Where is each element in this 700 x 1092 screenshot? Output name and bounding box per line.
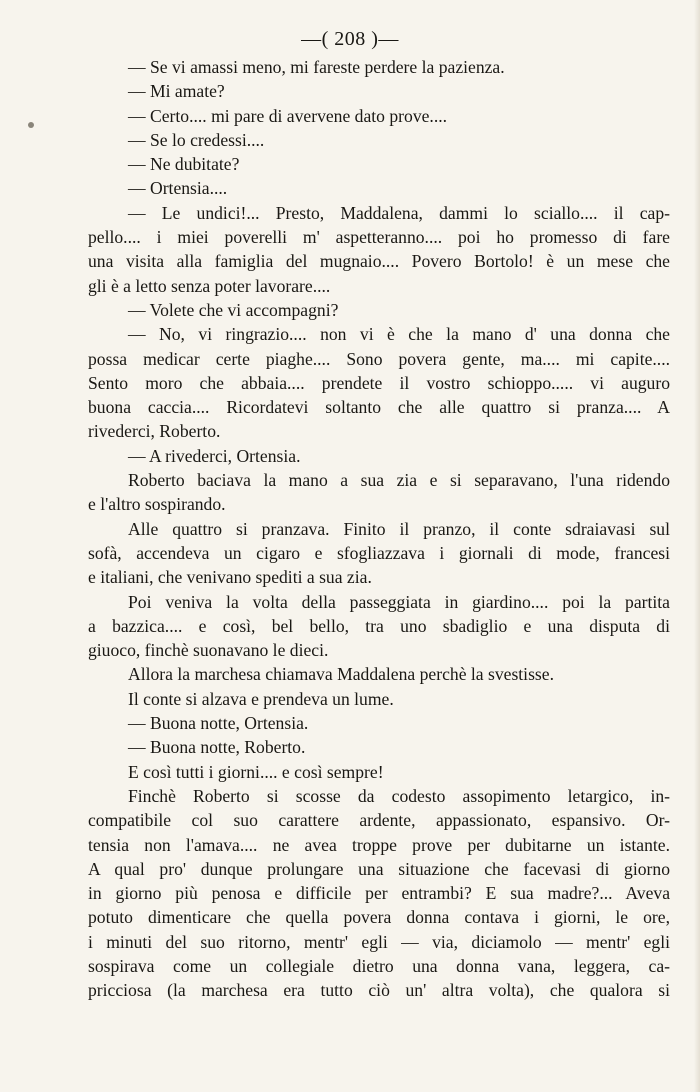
text-line: potuto dimenticare che quella povera donna contava i giorni, le ore, (88, 907, 670, 928)
text-line: — Ortensia.... (128, 178, 228, 199)
text-line: Alle quattro si pranzava. Finito il pranzo, il conte sdraiavasi sul (128, 518, 670, 539)
page-edge-shadow (694, 0, 700, 1092)
text-line: una visita alla famiglia del mugnaio.... Povero Bortolo! è un mese che (88, 251, 670, 272)
text-line: E così tutti i giorni.... e così sempre! (128, 761, 384, 782)
text-line: Allora la marchesa chiamava Maddalena perchè la svestisse. (128, 664, 554, 685)
margin-ink-spot (28, 122, 34, 128)
text-line: Poi veniva la volta della passeggiata in giardino.... poi la partita (128, 591, 670, 612)
text-line: — A rivederci, Ortensia. (128, 445, 301, 466)
text-line: possa medicar certe piaghe.... Sono povera gente, ma.... mi capite.... (88, 348, 670, 369)
text-line: — Buona notte, Roberto. (128, 737, 306, 758)
text-line: compatibile col suo carattere ardente, appassionato, espansivo. Or- (88, 810, 670, 831)
text-line: a bazzica.... e così, bel bello, tra uno sbadiglio e una disputa di (88, 615, 670, 636)
text-line: gli è a letto senza poter lavorare.... (88, 275, 331, 296)
text-line: Il conte si alzava e prendeva un lume. (128, 688, 394, 709)
text-line: — Volete che vi accompagni? (128, 299, 339, 320)
body-text (88, 55, 670, 1003)
text-line: Finchè Roberto si scosse da codesto assopimento letargico, in- (128, 785, 670, 806)
text-line: in giorno più penosa e difficile per entrambi? E sua madre?... Aveva (88, 883, 670, 904)
text-line: pricciosa (la marchesa era tutto ciò un' altra volta), che qualora si (88, 980, 670, 1001)
text-line: rivederci, Roberto. (88, 421, 221, 442)
text-line: — No, vi ringrazio.... non vi è che la mano d' una donna che (128, 324, 670, 345)
text-line: Roberto baciava la mano a sua zia e si separavano, l'una ridendo (128, 470, 670, 491)
text-line: — Le undici!... Presto, Maddalena, dammi lo sciallo.... il cap- (128, 202, 670, 223)
text-line: e italiani, che venivano spediti a sua zia. (88, 567, 372, 588)
text-line: — Certo.... mi pare di avervene dato prove.... (128, 105, 448, 126)
page-number-header: —( 208 )— (301, 28, 399, 50)
text-line: i minuti del suo ritorno, mentr' egli — via, diciamolo — mentr' egli (88, 931, 670, 952)
text-line: sofà, accendeva un cigaro e sfogliazzava i giornali di mode, francesi (88, 542, 670, 563)
text-line: — Buona notte, Ortensia. (128, 713, 309, 734)
text-line: — Se lo credessi.... (128, 129, 265, 150)
text-line: giuoco, finchè suonavano le dieci. (88, 640, 329, 661)
text-line: buona caccia.... Ricordatevi soltanto che alle quattro si pranza.... A (88, 397, 670, 418)
text-line: tensia non l'amava.... ne avea troppe prove per dubitarne un istante. (88, 834, 670, 855)
text-line: e l'altro sospirando. (88, 494, 226, 515)
text-line: A qual pro' dunque prolungare una situazione che facevasi di giorno (88, 858, 670, 879)
text-line: — Mi amate? (128, 81, 225, 102)
text-line: pello.... i miei poverelli m' aspetteranno.... poi ho promesso di fare (88, 227, 670, 248)
text-line: sospirava come un collegiale dietro una donna vana, leggera, ca- (88, 955, 670, 976)
text-line: — Ne dubitate? (128, 154, 240, 175)
text-line: Sento moro che abbaia.... prendete il vostro schioppo..... vi auguro (88, 372, 670, 393)
text-line: — Se vi amassi meno, mi fareste perdere la pazienza. (128, 57, 505, 77)
